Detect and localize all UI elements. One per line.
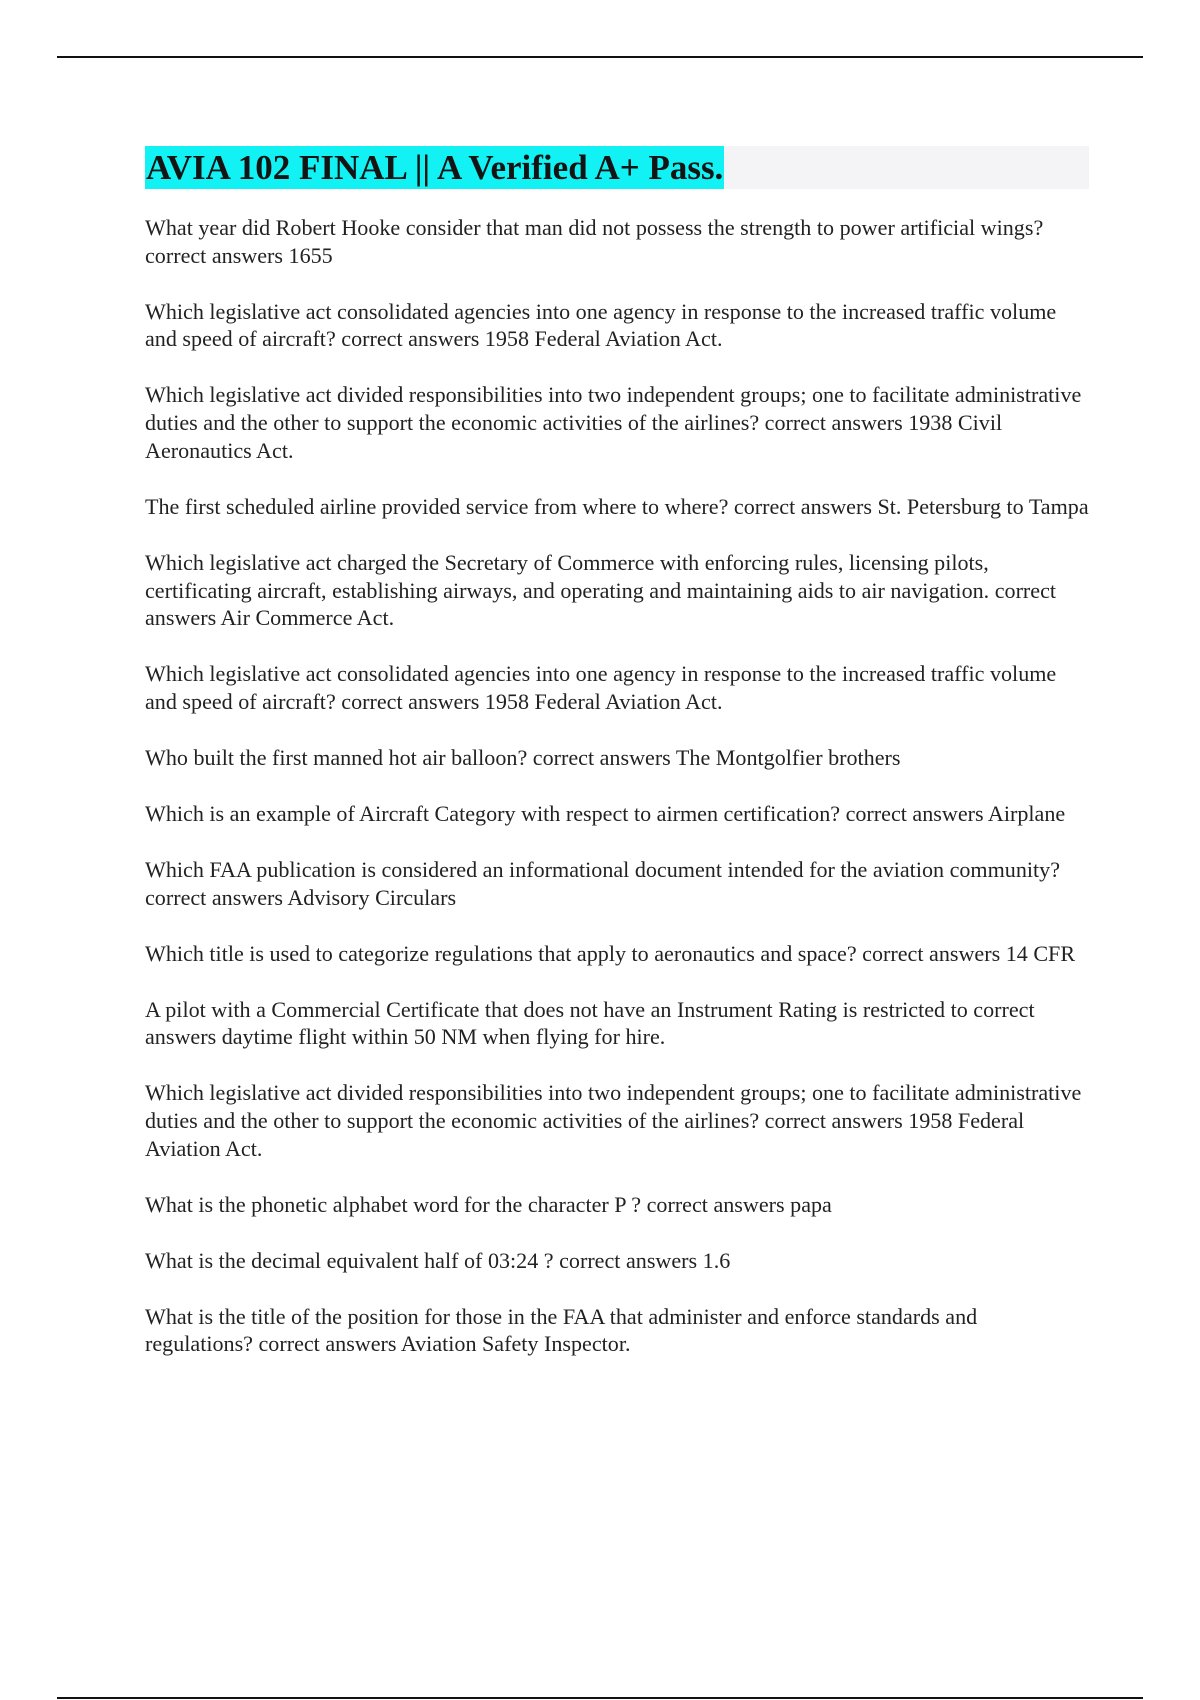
qa-item-1: What year did Robert Hooke consider that man did not possess the strength to power artificial wings? correct answers 1655: [145, 215, 1044, 268]
qa-item-14: What is the decimal equivalent half of 03:24 ? correct answers 1.6: [145, 1247, 731, 1273]
qa-item-5: Which legislative act charged the Secretary of Commerce with enforcing rules, licensing pilots, certificating aircraft, establishing airways, and operating and maintaining aids to air navigation. correct answers Air Commerce Act.: [145, 549, 1057, 631]
qa-item-8: Which is an example of Aircraft Category with respect to airmen certification? correct answers Airplane: [145, 800, 1066, 826]
qa-item-10: Which title is used to categorize regulations that apply to aeronautics and space? correct answers 14 CFR: [145, 940, 1076, 966]
qa-list: [145, 214, 1090, 1386]
page-bottom-rule: [57, 1697, 1143, 1699]
qa-item-2: Which legislative act consolidated agencies into one agency in response to the increased traffic volume and speed of aircraft? correct answers 1958 Federal Aviation Act.: [145, 298, 1057, 352]
qa-item-15: What is the title of the position for those in the FAA that administer and enforce standards and regulations? correct answers Aviation Safety Inspector.: [145, 1303, 978, 1357]
qa-item-3: Which legislative act divided responsibilities into two independent groups; one to facilitate administrative duties and the other to support the economic activities of the airlines? correct answers 1938 Civil Aeronautics Act.: [145, 382, 1082, 463]
page-top-rule: [57, 56, 1143, 58]
qa-item-7: Who built the first manned hot air balloon? correct answers The Montgolfier brothers: [145, 744, 901, 770]
qa-item-12: Which legislative act divided responsibilities into two independent groups; one to facilitate administrative duties and the other to support the economic activities of the airlines? correct answers 1958 Federal Aviation Act.: [145, 1080, 1082, 1161]
qa-item-11: A pilot with a Commercial Certificate that does not have an Instrument Rating is restricted to correct answers daytime flight within 50 NM when flying for hire.: [145, 996, 1035, 1050]
qa-item-13: What is the phonetic alphabet word for the character P ? correct answers papa: [145, 1191, 832, 1217]
qa-item-6: Which legislative act consolidated agencies into one agency in response to the increased traffic volume and speed of aircraft? correct answers 1958 Federal Aviation Act.: [145, 661, 1057, 714]
qa-item-4: The first scheduled airline provided service from where to where? correct answers St. Petersburg to Tampa: [145, 493, 1089, 519]
qa-item-9: Which FAA publication is considered an informational document intended for the aviation community? correct answers Advisory Circulars: [145, 856, 1061, 910]
page-title: AVIA 102 FINAL || A Verified A+ Pass.: [146, 148, 724, 187]
